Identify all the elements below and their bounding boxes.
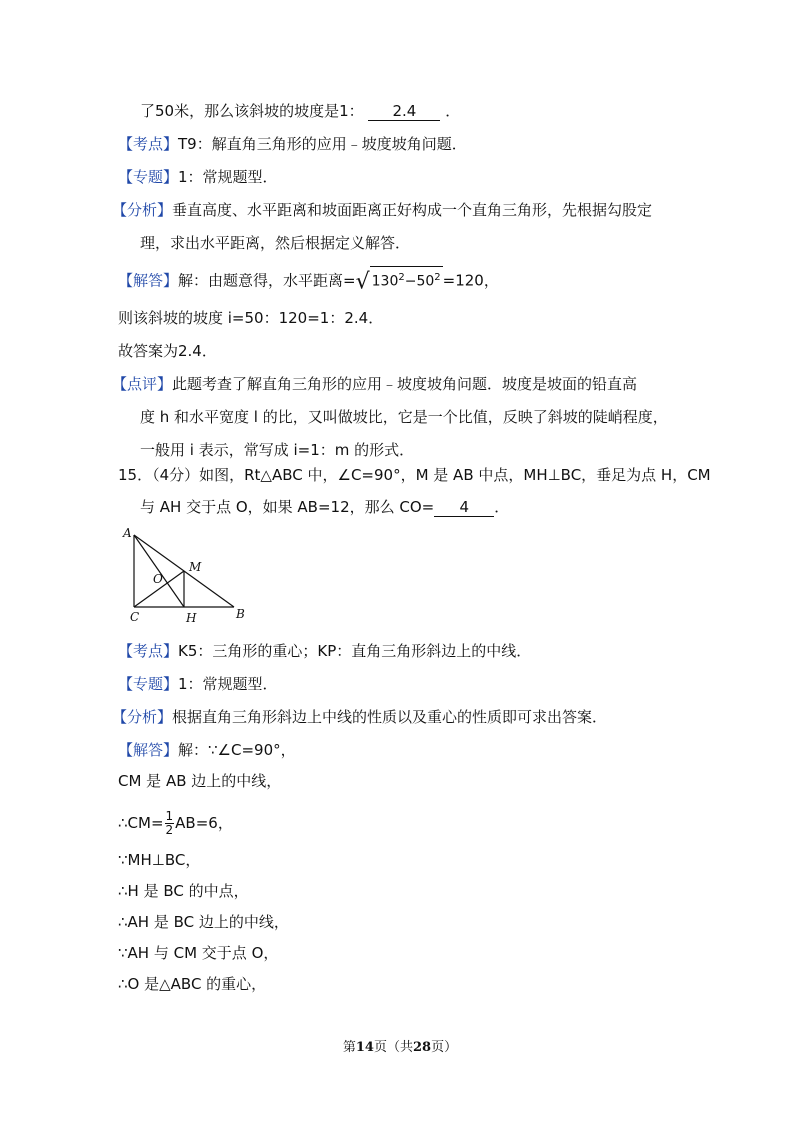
fenxi-tag: 【分析】 xyxy=(112,201,173,219)
kaodian-text: T9：解直角三角形的应用﹣坡度坡角问题． xyxy=(178,135,467,153)
solution-step: ∵MH⊥BC， xyxy=(118,851,201,869)
jieda-line xyxy=(118,739,296,761)
solution-step: ∴O 是△ABC 的重心， xyxy=(118,975,267,993)
jieda-text: =120， xyxy=(442,271,499,290)
label-a: A xyxy=(123,526,132,540)
solution-step: ∴AH 是 BC 边上的中线， xyxy=(118,913,289,931)
kaodian-text: K5：三角形的重心；KP：直角三角形斜边上的中线． xyxy=(178,642,532,660)
kaodian-line xyxy=(118,133,467,155)
square-root-expression: √ $130^2-50^2$ xyxy=(356,266,443,294)
kaodian-line xyxy=(118,640,531,662)
answer-blank: 2.4 xyxy=(368,102,440,121)
dianping-line-continued: 度 h 和水平宽度 l 的比，又叫做坡比，它是一个比值，反映了斜坡的陡峭程度， xyxy=(140,408,668,426)
jieda-line xyxy=(118,266,499,294)
zhuanti-line xyxy=(118,673,278,695)
solution-step: ∴CM= $\frac{1}{2}$ AB=6， xyxy=(118,809,233,837)
text-line xyxy=(140,100,460,122)
dianping-text: 此题考查了解直角三角形的应用﹣坡度坡角问题．坡度是坡面的铅直高 xyxy=(172,375,638,393)
fenxi-text: 垂直高度、水平距离和坡面距离正好构成一个直角三角形，先根据勾股定 xyxy=(172,201,653,219)
zhuanti-line xyxy=(118,166,278,188)
label-b: B xyxy=(236,607,245,621)
jieda-text: 解：∵∠C=90°， xyxy=(178,741,296,759)
zhuanti-tag: 【专题】 xyxy=(118,675,179,693)
solution-step: CM 是 AB 边上的中线， xyxy=(118,772,282,790)
fraction-one-half: $\frac{1}{2}$ xyxy=(165,809,174,837)
label-h: H xyxy=(186,611,197,625)
solution-step: ∵AH 与 CM 交于点 O， xyxy=(118,944,279,962)
fenxi-line-continued xyxy=(140,232,410,254)
dianping-tag: 【点评】 xyxy=(112,375,173,393)
fenxi-line xyxy=(112,199,652,221)
text-segment: 了50米，那么该斜坡的坡度是1： xyxy=(140,102,364,120)
zhuanti-text: 1：常规题型． xyxy=(178,168,278,186)
triangle-figure xyxy=(120,525,260,625)
text-segment: ． xyxy=(445,102,461,120)
kaodian-tag: 【考点】 xyxy=(118,642,179,660)
jieda-text: 解：由题意得，水平距离= xyxy=(178,271,356,290)
question-15-line-continued: 与 AH 交于点 O，如果 AB=12，那么 CO= 4 ． xyxy=(140,498,510,516)
answer-blank: 4 xyxy=(434,498,494,517)
label-o: O xyxy=(153,572,163,586)
answer-line: 故答案为2.4． xyxy=(118,342,217,360)
fenxi-line xyxy=(112,706,607,728)
dianping-line xyxy=(112,373,637,395)
label-m: M xyxy=(189,560,202,574)
jieda-tag: 【解答】 xyxy=(118,741,179,759)
fenxi-text: 理，求出水平距离，然后根据定义解答． xyxy=(140,234,411,252)
zhuanti-text: 1：常规题型． xyxy=(178,675,278,693)
solution-step: ∴H 是 BC 的中点， xyxy=(118,882,249,900)
kaodian-tag: 【考点】 xyxy=(118,135,179,153)
segment-ah xyxy=(134,535,184,607)
fenxi-text: 根据直角三角形斜边上中线的性质以及重心的性质即可求出答案． xyxy=(172,708,608,726)
dianping-line-continued: 一般用 i 表示，常写成 i=1：m 的形式． xyxy=(140,441,415,459)
label-c: C xyxy=(130,610,140,624)
page-number: 第14页（共28页） xyxy=(342,1040,458,1055)
fenxi-tag: 【分析】 xyxy=(112,708,173,726)
slope-line: 则该斜坡的坡度 i=50：120=1：2.4． xyxy=(118,309,384,327)
zhuanti-tag: 【专题】 xyxy=(118,168,179,186)
question-15-line: 15．（4分）如图，Rt△ABC 中，∠C=90°，M 是 AB 中点，MH⊥BC，垂足为点 H，CM xyxy=(118,466,711,484)
jieda-tag: 【解答】 xyxy=(118,271,179,290)
